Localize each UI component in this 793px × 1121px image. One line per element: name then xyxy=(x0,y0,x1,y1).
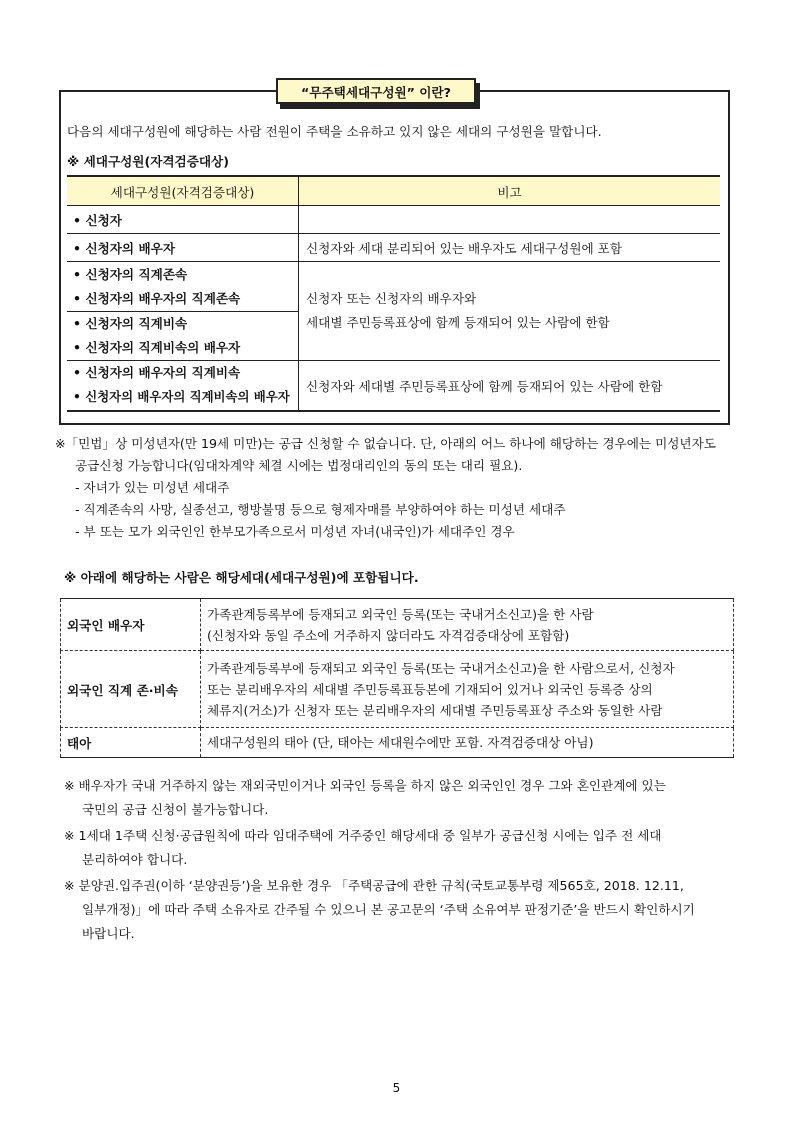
minor-note-item: - 부 또는 모가 외국인인 한부모가족으로서 미성년 자녀(내국인)가 세대주인 경우 xyxy=(75,524,515,539)
note-cell: 신청자와 세대별 주민등록표상에 함께 등재되어 있는 사람에 한함 xyxy=(299,361,721,411)
member-cell xyxy=(67,262,299,312)
member-item: • 신청자의 배우자의 직계비속의 배우자 xyxy=(73,385,292,409)
bottom-note-line: 일부개정)」에 따라 주택 소유자로 간주될 수 있으니 본 공고문의 ‘주택 소유여부 판정기준’을 반드시 확인하시기 xyxy=(82,902,695,917)
member-item: • 신청자의 배우자의 직계존속 xyxy=(73,287,292,311)
member-item: • 신청자의 직계비속의 배우자 xyxy=(73,336,292,360)
note-cell xyxy=(299,262,721,361)
member-item: • 신청자의 직계비속 xyxy=(73,312,292,336)
member-cell xyxy=(67,234,299,262)
member-item: • 신청자의 직계존속 xyxy=(73,263,292,287)
included-members-table xyxy=(60,598,734,758)
box-title: “무주택세대구성원” 이란? xyxy=(276,78,476,104)
member-item: • 신청자 xyxy=(73,210,122,229)
bottom-note-line: 분리하여야 합니다. xyxy=(82,852,188,867)
column-header: 비고 xyxy=(299,176,721,206)
member-item: • 신청자의 배우자 xyxy=(73,238,175,257)
row-key: 태아 xyxy=(61,728,201,758)
intro-text: 다음의 세대구성원에 해당하는 사람 전원이 주택을 소유하고 있지 않은 세대의 구성원을 말합니다. xyxy=(67,124,602,139)
value-line: (신청자와 동일 주소에 거주하지 않더라도 자격검증대상에 포함함) xyxy=(207,627,570,643)
table-row xyxy=(61,728,734,758)
value-line: 또는 분리배우자의 세대별 주민등록표등본에 기재되어 있거나 외국인 등록증 상의 xyxy=(207,681,653,697)
table-row xyxy=(67,361,720,411)
row-key: 외국인 직계 존·비속 xyxy=(61,651,201,728)
table-row xyxy=(67,234,720,262)
page-number: 5 xyxy=(392,1081,401,1095)
note-cell: 신청자와 세대 분리되어 있는 배우자도 세대구성원에 포함 xyxy=(299,234,721,262)
row-key: 외국인 배우자 xyxy=(61,599,201,651)
table-row xyxy=(61,599,734,651)
minor-note-line: ※「민법」상 미성년자(만 19세 미만)는 공급 신청할 수 없습니다. 단, 아래의 어느 하나에 해당하는 경우에는 미성년자도 xyxy=(55,436,716,451)
minor-note-line: 공급신청 가능합니다(임대차계약 체결 시에는 법정대리인의 동의 또는 대리 필요). xyxy=(75,458,523,473)
household-member-table xyxy=(67,175,720,412)
row-value xyxy=(201,599,734,651)
note-line: 신청자 또는 신청자의 배우자와 xyxy=(306,291,477,306)
note-line: 세대별 주민등록표상에 함께 등재되어 있는 사람에 한함 xyxy=(306,315,610,330)
table-row xyxy=(67,262,720,312)
table-row xyxy=(67,206,720,234)
sub-heading: ※ 세대구성원(자격검증대상) xyxy=(67,154,229,169)
member-cell xyxy=(67,361,299,411)
row-value xyxy=(201,651,734,728)
member-cell xyxy=(67,206,299,234)
value-line: 가족관계등록부에 등재되고 외국인 등록(또는 국내거소신고)을 한 사람 xyxy=(207,606,594,622)
value-line: 가족관계등록부에 등재되고 외국인 등록(또는 국내거소신고)을 한 사람으로서, 신청자 xyxy=(207,660,675,676)
table-row xyxy=(61,651,734,728)
value-line: 체류지(거소)가 신청자 또는 분리배우자의 세대별 주민등록표상 주소와 동일한 사람 xyxy=(207,702,663,718)
table-header-row xyxy=(67,176,720,206)
bottom-note-line: ※ 분양권.입주권(이하 ‘분양권등’)을 보유한 경우 「주택공급에 관한 규칙(국토교통부령 제565호, 2018. 12.11, xyxy=(64,878,684,893)
bottom-note-line: 바랍니다. xyxy=(82,926,135,941)
member-item: • 신청자의 배우자의 직계비속 xyxy=(73,361,292,385)
section-heading: ※ 아래에 해당하는 사람은 해당세대(세대구성원)에 포함됩니다. xyxy=(64,570,419,585)
value-line: 세대구성원의 태아 (단, 태아는 세대원수에만 포함. 자격검증대상 아님) xyxy=(207,735,594,750)
row-value xyxy=(201,728,734,758)
bottom-note-line: 국민의 공급 신청이 불가능합니다. xyxy=(82,802,269,817)
bottom-note-line: ※ 1세대 1주택 신청·공급원칙에 따라 임대주택에 거주중인 해당세대 중 일부가 공급신청 시에는 입주 전 세대 xyxy=(64,828,662,843)
minor-note-item: - 자녀가 있는 미성년 세대주 xyxy=(75,480,230,495)
bottom-note-line: ※ 배우자가 국내 거주하지 않는 재외국민이거나 외국인 등록을 하지 않은 외국인인 경우 그와 혼인관계에 있는 xyxy=(64,778,666,793)
member-cell xyxy=(67,312,299,361)
column-header: 세대구성원(자격검증대상) xyxy=(67,176,299,206)
note-cell xyxy=(299,206,721,234)
minor-note-item: - 직계존속의 사망, 실종선고, 행방불명 등으로 형제자매를 부양하여야 하는 미성년 세대주 xyxy=(75,502,566,517)
